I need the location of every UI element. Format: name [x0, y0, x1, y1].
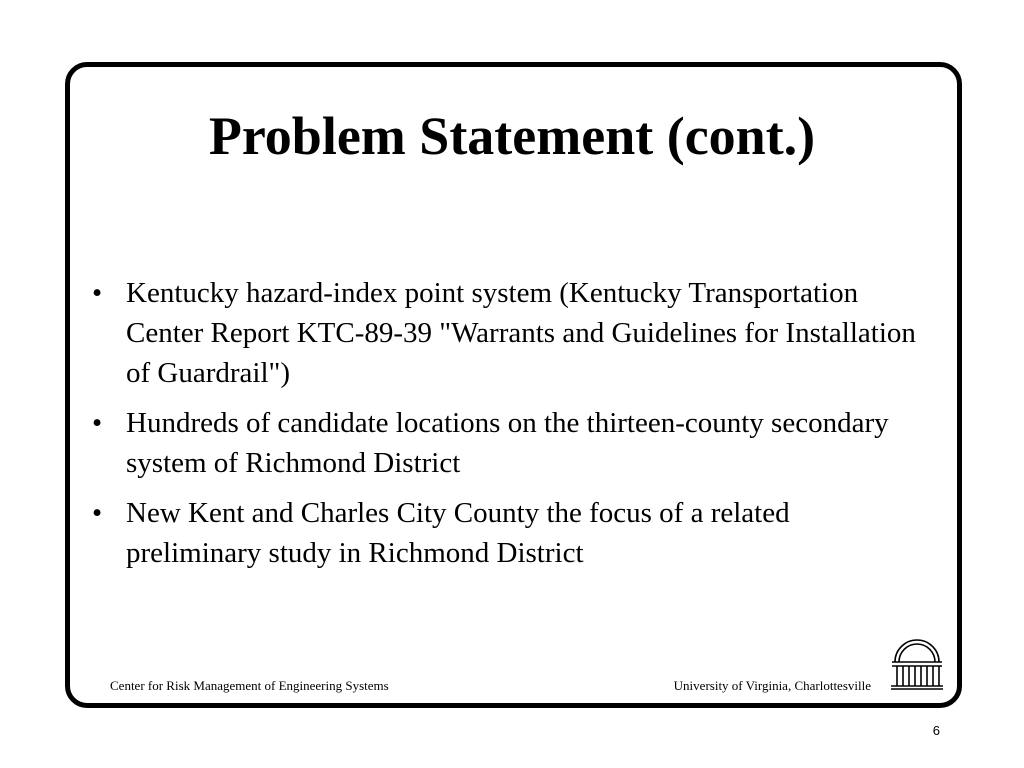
bullet-text: Hundreds of candidate locations on the thirteen-county secondary system of Richmond District	[126, 407, 889, 479]
bullet-item	[92, 403, 922, 483]
bullet-marker: •	[92, 497, 103, 529]
footer-organization: Center for Risk Management of Engineering Systems	[110, 678, 389, 693]
slide-title: Problem Statement (cont.)	[208, 106, 816, 166]
page-number: 6	[932, 723, 940, 738]
bullet-item	[92, 493, 922, 573]
bullet-marker: •	[92, 407, 103, 439]
bullet-text: New Kent and Charles City County the focus of a related preliminary study in Richmond District	[126, 497, 790, 569]
bullet-marker: •	[92, 277, 103, 309]
bullet-list	[92, 273, 922, 583]
rotunda-icon	[889, 636, 945, 692]
footer-university: University of Virginia, Charlottesville	[673, 678, 871, 693]
bullet-item	[92, 273, 922, 393]
bullet-text: Kentucky hazard-index point system (Kentucky Transportation Center Report KTC-89-39 "Warrants and Guidelines for Installation of Guardrail")	[126, 277, 916, 389]
